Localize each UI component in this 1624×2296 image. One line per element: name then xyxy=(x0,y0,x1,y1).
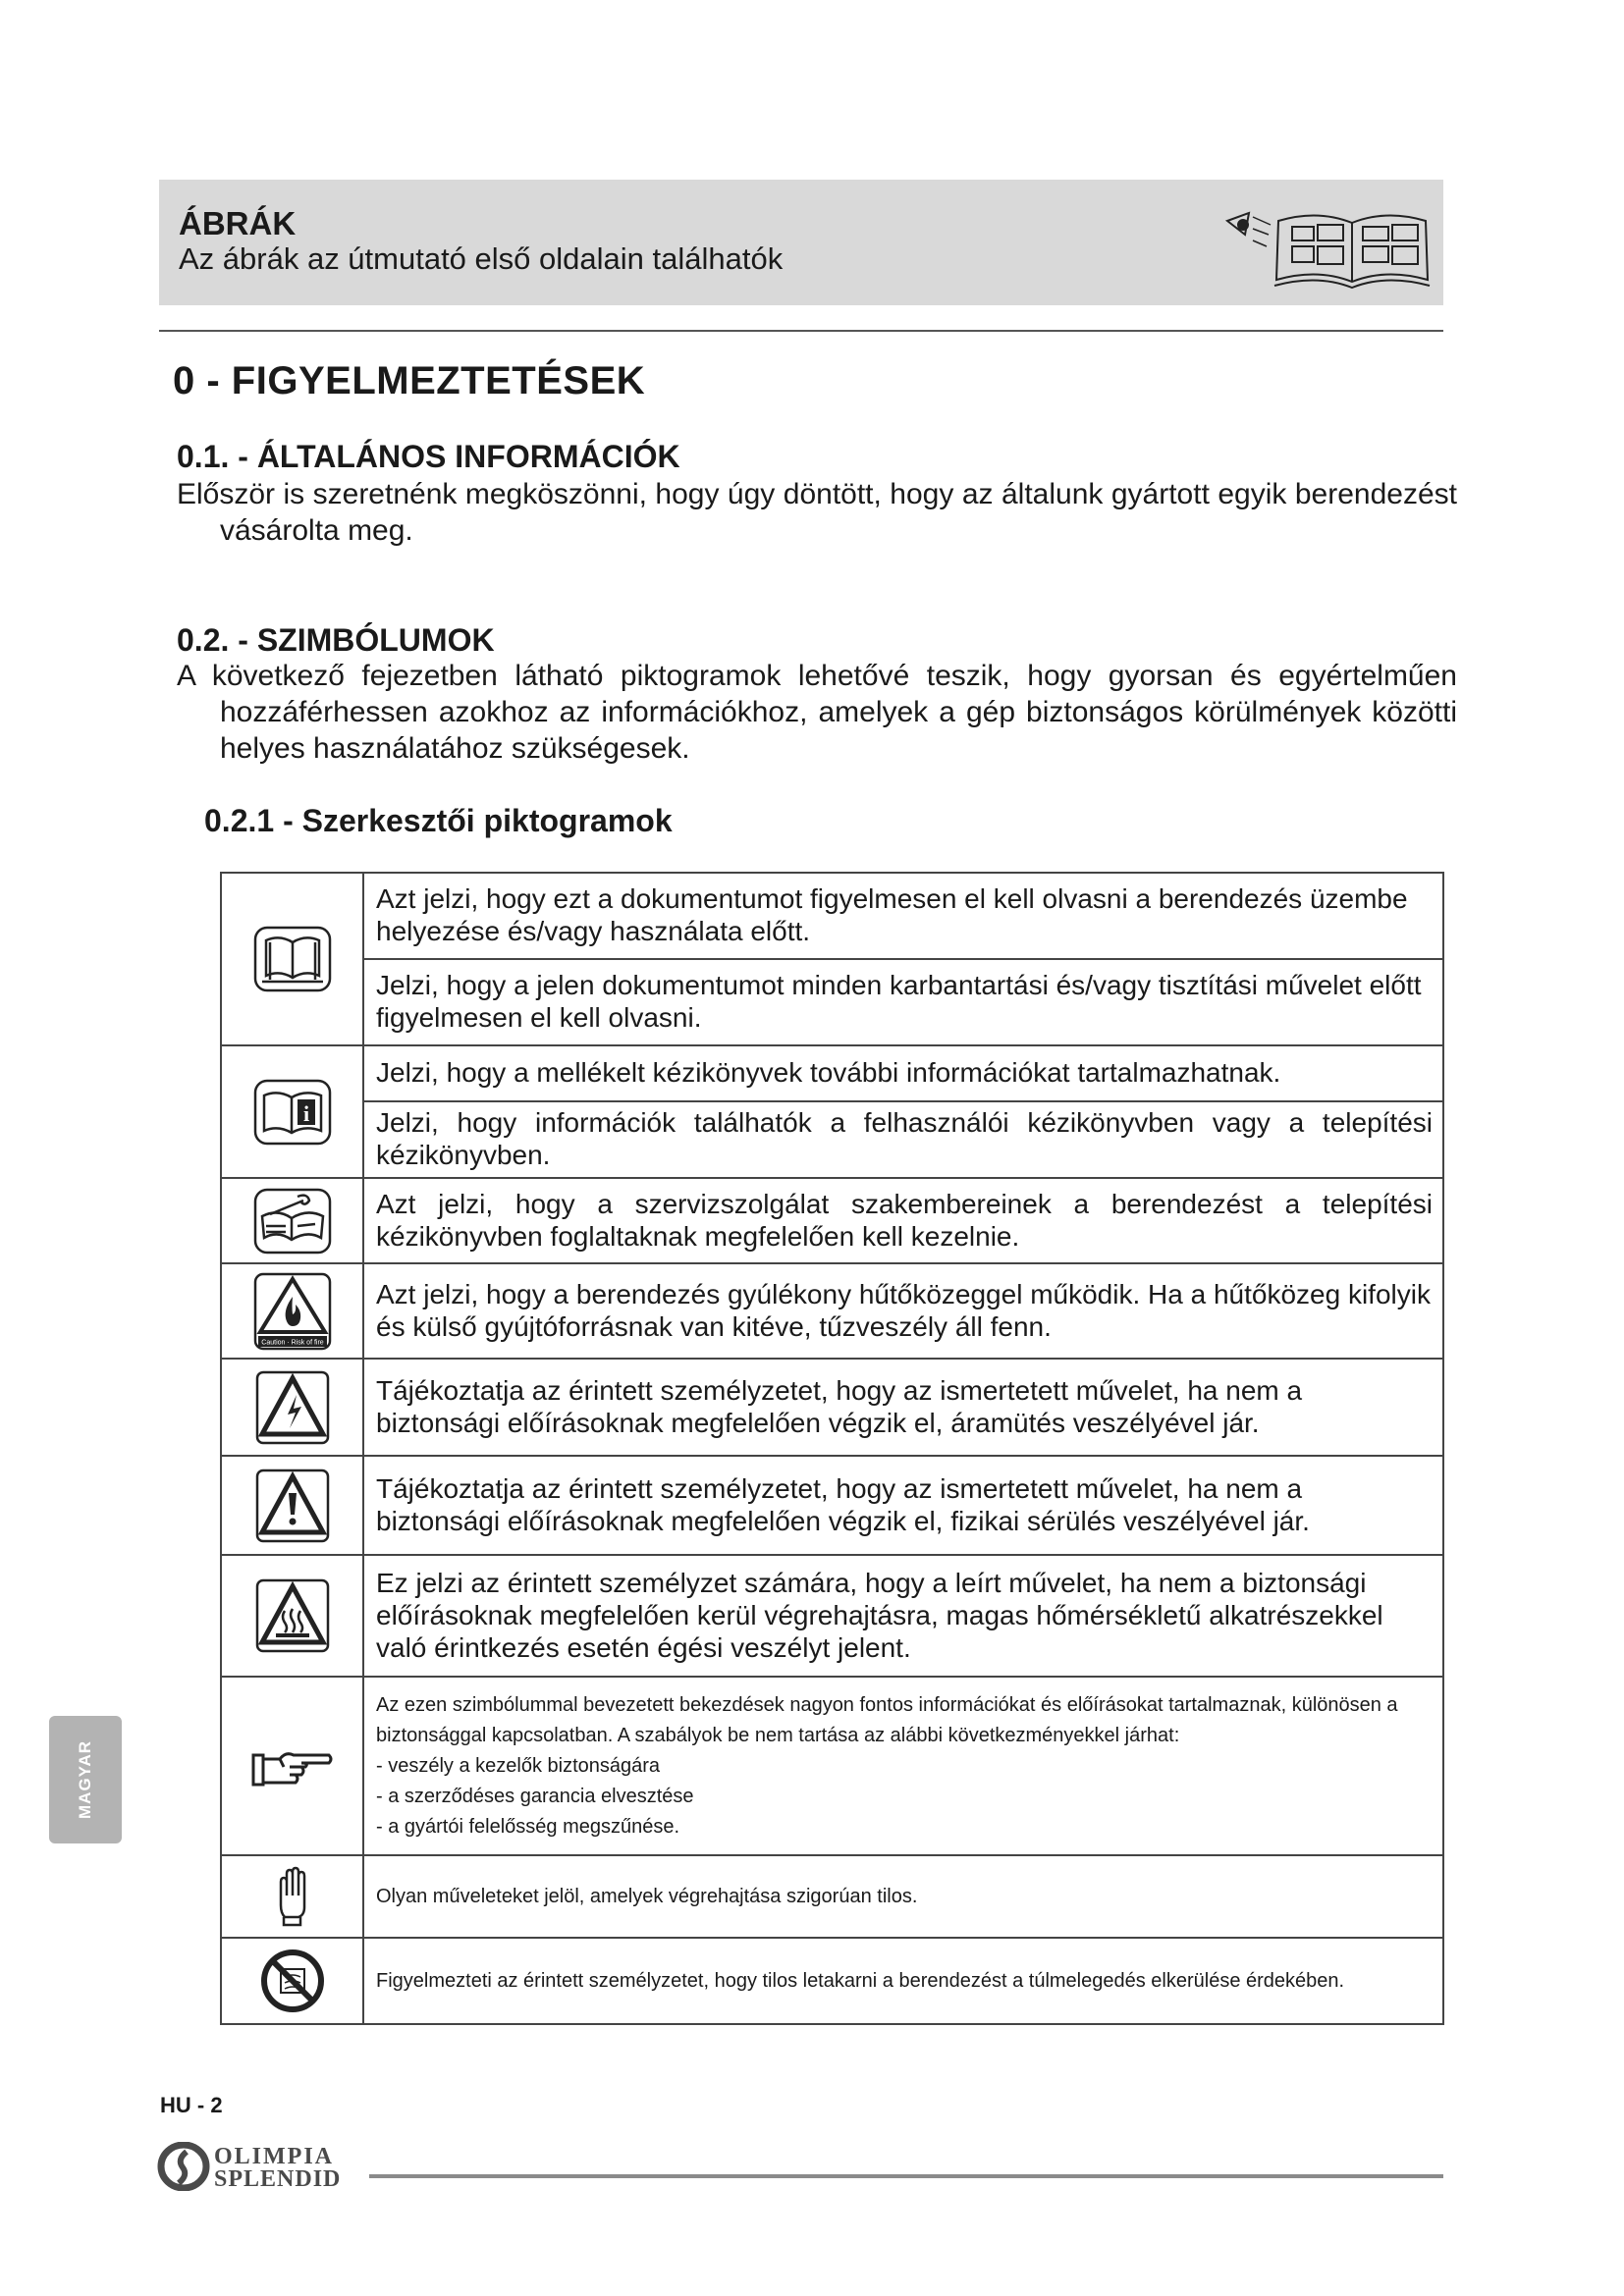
table-row xyxy=(221,1045,1443,1101)
read-manual-book-icon xyxy=(252,925,333,993)
olimpia-logo-mark-icon xyxy=(157,2142,210,2191)
section-text-general-info: Először is szeretnénk megköszönni, hogy úgy döntött, hogy az általunk gyártott egyik berendezést vásárolta meg. xyxy=(177,478,1457,547)
pictogram-description: Jelzi, hogy a jelen dokumentumot minden karbantartási és/vagy tisztítási művelet előtt figyelmesen el kell olvasni. xyxy=(363,959,1443,1045)
pictogram-table xyxy=(220,872,1444,2025)
info-manual-cell xyxy=(221,1045,363,1178)
service-cell xyxy=(221,1178,363,1263)
prohibited-cell xyxy=(221,1855,363,1938)
note-intro: Az ezen szimbólummal bevezetett bekezdések nagyon fontos információkat és előírásokat tartalmaznak, különösen a biztonsággal kapcsolatban. A szabályok be nem tartása az alábbi következményekkel járhat: xyxy=(376,1693,1398,1746)
svg-text:i: i xyxy=(302,1100,309,1126)
note-item: - a gyártói felelősség megszűnése. xyxy=(376,1815,680,1838)
footer-divider xyxy=(369,2174,1443,2178)
banner-title: ÁBRÁK xyxy=(179,205,297,241)
brand-logo xyxy=(157,2142,373,2191)
electric-cell xyxy=(221,1359,363,1456)
table-row xyxy=(221,1263,1443,1359)
pictogram-description: Olyan műveleteket jelöl, amelyek végrehajtása szigorúan tilos. xyxy=(363,1855,1443,1938)
general-danger-cell xyxy=(221,1456,363,1555)
logo-text-line1: OLIMPIA xyxy=(214,2144,334,2169)
pictogram-description: Azt jelzi, hogy a szervizszolgálat szakembereinek a berendezést a telepítési kézikönyvben foglaltaknak megfelelően kell kezelnie. xyxy=(363,1178,1443,1263)
page-number: HU - 2 xyxy=(160,2093,223,2117)
pictogram-description: Azt jelzi, hogy a berendezés gyúlékony hűtőközeggel működik. Ha a hűtőközeg kifolyik és külső gyújtóforrásnak van kitéve, tűzveszély áll fenn. xyxy=(363,1263,1443,1359)
table-row xyxy=(221,873,1443,959)
raised-hand-icon xyxy=(273,1866,312,1927)
table-row xyxy=(221,959,1443,1045)
pictogram-description: Azt jelzi, hogy ezt a dokumentumot figyelmesen el kell olvasni a berendezés üzembe helyezése és/vagy használata előtt. xyxy=(363,873,1443,959)
table-row xyxy=(221,1938,1443,2024)
general-danger-warning-icon xyxy=(254,1468,331,1544)
important-note-cell xyxy=(221,1677,363,1855)
electric-shock-warning-icon xyxy=(254,1369,331,1446)
top-divider xyxy=(159,330,1443,332)
svg-text:Caution · Risk of fire: Caution · Risk of fire xyxy=(260,1339,324,1346)
table-row xyxy=(221,1359,1443,1456)
pictogram-description: Tájékoztatja az érintett személyzetet, hogy az ismertetett művelet, ha nem a biztonsági előírásoknak megfelelően végzik el, áramütés veszélyével jár. xyxy=(363,1359,1443,1456)
chapter-title: 0 - FIGYELMEZTETÉSEK xyxy=(173,359,646,402)
flammable-cell xyxy=(221,1263,363,1359)
note-item: - veszély a kezelők biztonságára xyxy=(376,1754,661,1777)
info-manual-icon xyxy=(252,1078,333,1147)
flammable-fire-warning-icon xyxy=(252,1271,333,1352)
no-cover-cell xyxy=(221,1938,363,2024)
pointing-hand-icon xyxy=(250,1743,335,1789)
hot-surface-warning-icon xyxy=(254,1577,331,1654)
read-manual-cell xyxy=(221,873,363,1045)
pictogram-description: Figyelmezteti az érintett személyzetet, hogy tilos letakarni a berendezést a túlmelegedés elkerülése érdekében. xyxy=(363,1938,1443,2024)
section-title-symbols: 0.2. - SZIMBÓLUMOK xyxy=(177,622,495,658)
table-row xyxy=(221,1456,1443,1555)
table-row xyxy=(221,1178,1443,1263)
pictogram-description: Jelzi, hogy információk találhatók a felhasználói kézikönyvben vagy a telepítési kézikönyvben. xyxy=(363,1101,1443,1178)
table-row xyxy=(221,1855,1443,1938)
figures-banner xyxy=(159,180,1443,305)
section-text-symbols: A következő fejezetben látható piktogramok lehetővé teszik, hogy gyorsan és egyértelműen hozzáférhessen azokhoz az információkhoz, amelyek a gép biztonságos körülmények közötti helyes használatához szükségesek. xyxy=(177,660,1457,765)
language-label: MAGYAR xyxy=(76,1740,94,1819)
do-not-cover-icon xyxy=(259,1948,326,2014)
table-row xyxy=(221,1677,1443,1855)
subsection-title-pictograms: 0.2.1 - Szerkesztői piktogramok xyxy=(204,803,673,838)
pictogram-description: Jelzi, hogy a mellékelt kézikönyvek további információkat tartalmazhatnak. xyxy=(363,1045,1443,1101)
language-side-tab xyxy=(49,1716,122,1843)
open-book-eye-icon xyxy=(1210,191,1435,294)
note-item: - a szerződéses garancia elvesztése xyxy=(376,1785,694,1807)
section-title-general-info: 0.1. - ÁLTALÁNOS INFORMÁCIÓK xyxy=(177,439,680,474)
pictogram-description: Ez jelzi az érintett személyzet számára, hogy a leírt művelet, ha nem a biztonsági előírásoknak megfelelően kerül végrehajtásra, magas hőmérsékletű alkatrészekkel való érintkezés esetén égési veszélyt jelent. xyxy=(363,1555,1443,1677)
pictogram-description: Tájékoztatja az érintett személyzetet, hogy az ismertetett művelet, ha nem a biztonsági előírásoknak megfelelően végzik el, fizikai sérülés veszélyével jár. xyxy=(363,1456,1443,1555)
banner-subtitle: Az ábrák az útmutató első oldalain találhatók xyxy=(179,241,784,276)
table-row xyxy=(221,1555,1443,1677)
important-note-text xyxy=(363,1677,1443,1855)
hot-surface-cell xyxy=(221,1555,363,1677)
logo-text-line2: SPLENDID xyxy=(214,2166,342,2192)
table-row xyxy=(221,1101,1443,1178)
service-wrench-book-icon xyxy=(252,1187,333,1255)
